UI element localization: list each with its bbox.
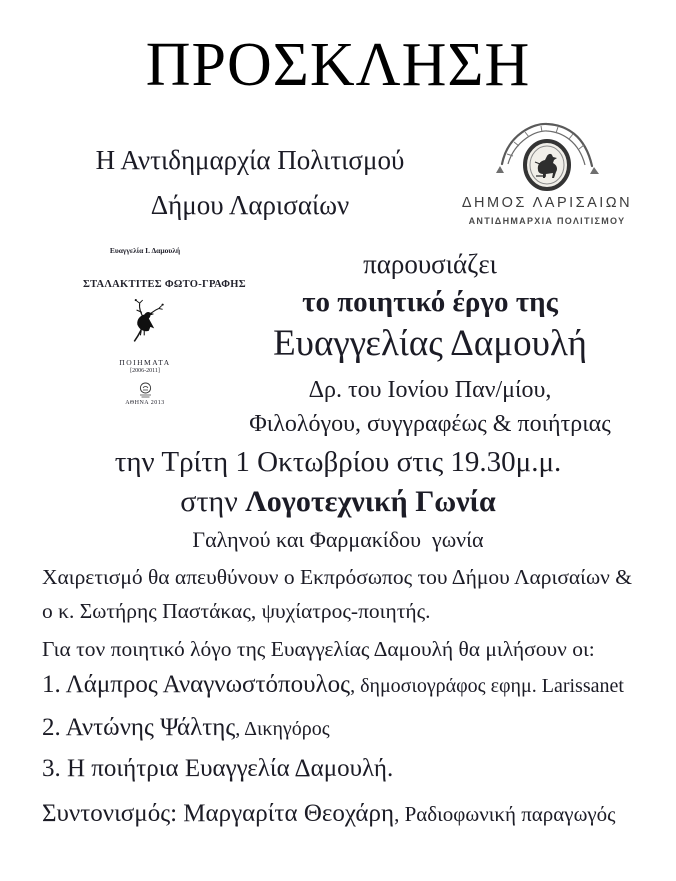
event-address: Γαληνού και Φαρμακίδου γωνία <box>192 527 484 552</box>
event-venue <box>0 485 676 519</box>
larissa-horse-coin-emblem-icon <box>486 120 608 194</box>
speaker-role: , Δικηγόρος <box>235 718 330 740</box>
speaker-name: 1. Λάμπρος Αναγνωστόπουλος <box>42 671 351 698</box>
host-line-1: Η Αντιδημαρχία Πολιτισμού <box>95 145 405 175</box>
municipality-logo <box>450 120 644 226</box>
book-subtitle: ΠΟΙΗΜΑΤΑ <box>119 358 171 367</box>
speakers-intro: Για τον ποιητικό λόγο της Ευαγγελίας Δαμουλή θα μιλήσουν οι: <box>42 637 595 661</box>
book-title: ΣΤΑΛΑΚΤΙΤΕΣ ΦΩΤΟ-ΓΡΑΦΗΣ <box>83 279 246 290</box>
venue-name: Λογοτεχνική Γωνία <box>245 485 496 518</box>
greeting-line-1: Χαιρετισμό θα απευθύνουν ο Εκπρόσωπος του Δήμου Λαρισαίων & <box>42 565 632 589</box>
event-datetime: την Τρίτη 1 Οκτωβρίου στις 19.30μ.μ. <box>114 446 562 478</box>
publisher-emblem-icon <box>138 382 153 399</box>
presents-line: παρουσιάζει <box>363 249 497 279</box>
book-years: [2006-2011] <box>130 368 160 374</box>
coordinator-role: , Ραδιοφωνική παραγωγός <box>394 802 616 826</box>
speaker-name: 3. Η ποιήτρια Ευαγγελία Δαμουλή. <box>42 755 394 782</box>
speaker-item <box>42 671 662 699</box>
municipality-subtitle: ΑΝΤΙΔΗΜΑΡΧΙΑ ΠΟΛΙΤΙΣΜΟΥ <box>468 216 626 226</box>
speaker-name: 2. Αντώνης Ψάλτης <box>42 714 236 741</box>
poet-credentials-1: Δρ. του Ιονίου Παν/μίου, <box>308 377 552 403</box>
speaker-item <box>42 755 662 783</box>
book-cover <box>83 246 246 406</box>
bird-on-branch-icon <box>122 295 168 345</box>
speaker-role: , δημοσιογράφος εφημ. Larissanet <box>350 675 624 697</box>
page-title: ΠΡΟΣΚΛΗΣΗ <box>145 31 531 99</box>
speaker-item <box>42 714 662 742</box>
municipality-name: ΔΗΜΟΣ ΛΑΡΙΣΑΙΩΝ <box>461 195 633 211</box>
greeting-line-2: ο κ. Σωτήρης Παστάκας, ψυχίατρος-ποιητής. <box>42 599 431 623</box>
poet-credentials-2: Φιλολόγου, συγγραφέως & ποιήτριας <box>249 411 611 437</box>
host-block <box>48 138 452 228</box>
book-imprint: ΑΘΗΝΑ 2013 <box>125 400 165 406</box>
poet-name: Ευαγγελίας Δαμουλή <box>273 323 587 364</box>
venue-prefix: στην <box>180 485 246 518</box>
book-author: Ευαγγελία Ι. Δαμουλή <box>109 246 181 255</box>
coordinator-label: Συντονισμός: Μαργαρίτα Θεοχάρη <box>42 800 395 827</box>
coordinator-line <box>42 800 662 828</box>
host-line-2: Δήμου Λαρισαίων <box>150 190 350 220</box>
work-line: το ποιητικό έργο της <box>302 286 558 318</box>
